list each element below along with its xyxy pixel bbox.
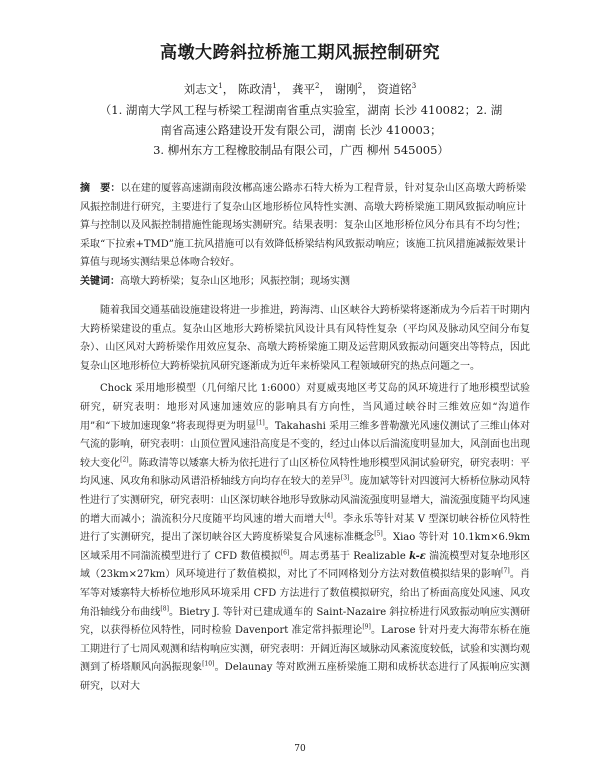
paper-title: 高墩大跨斜拉桥施工期风振控制研究 <box>160 43 440 63</box>
body-text <box>80 302 530 700</box>
paragraph-review: Chock 采用地形模型（几何缩尺比 1:6000）对夏威夷地区考艾岛的风环境进行了地形模型试验研究，研究表明：地形对风速加速效应的影响具有方向性，当风通过峡谷时三维效应如“沟道作用”和“下坡加速现象”将表现得更为明显[1]。Takahashi 采用三维多普勒激光风速仪测试了三维山体对气流的影响，研究表明：山顶位置风速沿高度是不变的，经过山体以后湍流度明显加大，风剖面也出现较大变化[2]。陈政清等以矮寨大桥为依托进行了山区桥位风特性地形模型风洞试验研究，研究表明：平均风速、风攻角和脉动风谱沿桥轴线方向均存在较大的差异[3]。庞加斌等针对四渡河大桥桥位脉动风特性进行了实测研究，研究表明：山区深切峡谷地形导致脉动风湍流强度明显增大，湍流强度随平均风速的增大而减小；湍流积分尺度随平均风速的增大而增大[4]。李永乐等针对某 V 型深切峡谷桥位风特性进行了实测研究，提出了深切峡谷区大跨度桥梁复合风速标准概念[5]。Xiao 等针对 10.1km×6.9km 区域采用不同湍流模型进行了 CFD 数值模拟[6]。周志勇基于 Realizable k-ε 湍流模型对复杂地形区域（23km×27km）风环境进行了数值模拟，对比了不同网格划分方法对数值模拟结果的影响[7]。肖军等对矮寨特大桥桥位地形风环境采用 CFD 方法进行了数值模拟研究，给出了桥面高度处风速、风攻角沿轴线分布曲线[8]。Bietry J. 等针对已建成通车的 Saint-Nazaire 斜拉桥进行风致振动响应实测研究，以获得桥位风特性，同时检验 Davenport 准定常抖振理论[9]。Larose 针对丹麦大海带东桥在施工期进行了七周风观测和结构响应实测，研究表明：开阔近海区域脉动风紊流度较低，试验和实测均观测到了桥塔顺风向涡振现象[10]。Delaunay 等对欧洲五座桥梁施工期和成桥状态进行了风振响应实测研究，以对大 <box>80 383 531 692</box>
citation: [4] <box>324 512 333 520</box>
author-4: 谢刚$^2$， <box>334 82 374 96</box>
author-5: 资道铭$^3$ <box>377 82 417 96</box>
keywords <box>80 273 526 291</box>
author-2: 陈政清$^1$， <box>237 82 289 96</box>
paragraph-intro: 随着我国交通基础设施建设将进一步推进，跨海湾、山区峡谷大跨桥梁将逐渐成为今后若干时期内大跨桥梁建设的重点。复杂山区地形大跨桥梁抗风设计具有风特性复杂（平均风及脉动风空间分布复杂）、山区风对大跨桥梁作用效应复杂、高墩大跨桥梁施工期及运营期风致振动问题突出等特点，因此复杂山区地形桥位大跨桥梁抗风研究逐渐成为近年来桥梁风工程领域研究的热点问题之一。 <box>80 305 530 372</box>
citation: [2] <box>120 456 129 464</box>
author-list <box>0 81 600 97</box>
affiliation-line: （1. 湖南大学风工程与桥梁工程湖南省重点实验室，湖南 长沙 410082；2. 湖南省高速公路建设开发有限公司，湖南 长沙 410003； <box>99 103 503 137</box>
keywords-label: 关键词： <box>80 276 120 287</box>
affiliations <box>96 100 506 160</box>
citation: [10] <box>202 660 215 668</box>
math-symbol: k-ε <box>409 550 426 562</box>
abstract-text: 以在建的厦蓉高速湖南段汝郴高速公路赤石特大桥为工程背景，针对复杂山区高墩大跨桥梁风振控制进行研究，主要进行了复杂山区地形桥位风特性实测、高墩大跨桥梁施工期风致振动响应计算与控制以及风振控制措施性能现场实测研究。结果表明：复杂山区地形桥位风分布具有不均匀性；采取“下拉索+TMD”施工抗风措施可以有效降低桥梁结构风致振动响应；该施工抗风措施减振效果计算值与现场实测结果总体吻合较好。 <box>80 183 527 268</box>
citation: [3] <box>340 475 350 483</box>
abstract <box>80 180 526 273</box>
page-number: 70 <box>294 744 306 754</box>
keywords-text: 高墩大跨桥梁；复杂山区地形；风振控制；现场实测 <box>120 276 350 287</box>
citation: [5] <box>374 530 383 538</box>
abstract-label: 摘 要： <box>80 183 121 194</box>
citation: [9] <box>362 623 371 631</box>
citation: [8] <box>160 605 169 613</box>
author-3: 龚平$^2$， <box>292 82 331 96</box>
affiliation-line: 3. 柳州东方工程橡胶制品有限公司，广西 柳州 545005） <box>153 143 449 157</box>
citation: [1] <box>256 419 265 427</box>
author-1: 刘志文$^1$， <box>183 82 235 96</box>
citation: [6] <box>280 549 290 557</box>
citation: [7] <box>501 567 510 575</box>
